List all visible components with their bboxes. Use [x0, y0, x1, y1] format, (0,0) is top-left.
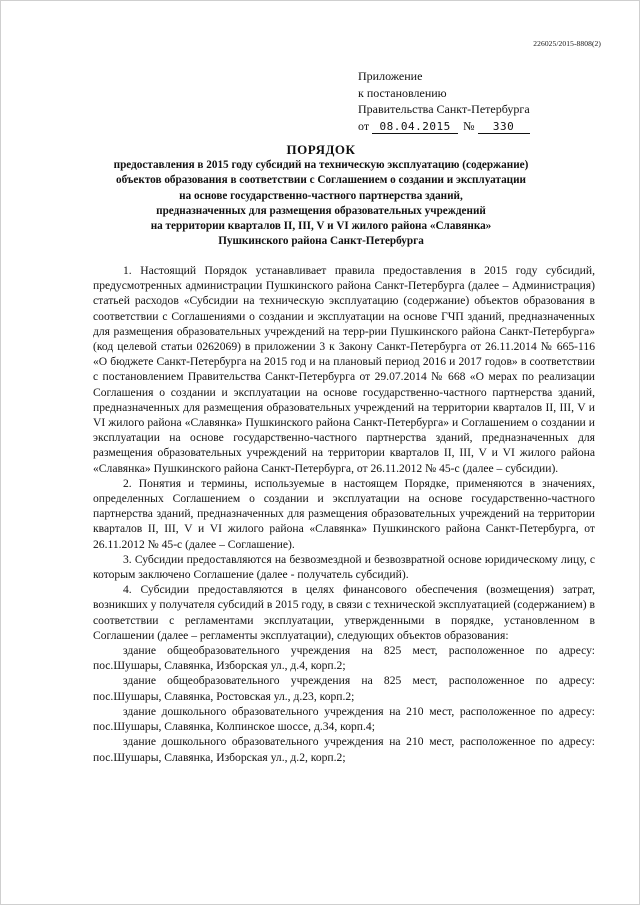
object-item-4: здание дошкольного образовательного учреждения на 210 мест, расположенное по адресу: пос.Шушары, Славянка, Изборская ул., д.2, корп.2; — [93, 735, 595, 764]
annex-block — [358, 68, 530, 134]
paragraph-2: 2. Понятия и термины, используемые в настоящем Порядке, применяются в значениях, определенных Соглашением о создании и эксплуатации на основе государственно-частного партнерства зданий, предназначенных для размещения образовательных учреждений на территории кварталов II, III, V и VI жилого района «Славянка» Пушкинского района Санкт-Петербурга, от 26.11.2012 № 45-с (далее – Соглашение). — [93, 476, 595, 551]
document-body — [93, 263, 595, 765]
document-subtitle — [81, 158, 561, 250]
object-item-3: здание дошкольного образовательного учреждения на 210 мест, расположенное по адресу: пос.Шушары, Славянка, Колпинское шоссе, д.34, корп.4; — [93, 704, 595, 734]
annex-line-3: Правительства Санкт-Петербурга — [358, 102, 530, 116]
document-number: 226025/2015-8808(2) — [533, 39, 601, 48]
page-title: ПОРЯДОК — [286, 142, 356, 157]
paragraph-3: 3. Субсидии предоставляются на безвозмездной и безвозвратной основе юридическому лицу, с которым заключено Соглашение (далее - получатель субсидий). — [93, 552, 595, 582]
resolution-date: 08.04.2015 — [372, 121, 458, 134]
annex-line-1: Приложение — [358, 69, 423, 83]
object-item-2: здание общеобразовательного учреждения на 825 мест, расположенное по адресу: пос.Шушары, Славянка, Ростовская ул., д.23, корп.2; — [93, 674, 595, 703]
resolution-number: 330 — [478, 121, 530, 134]
annex-date-line — [358, 118, 530, 135]
number-prefix: № — [463, 118, 475, 133]
paragraph-1: 1. Настоящий Порядок устанавливает правила предоставления в 2015 году субсидий, предусмотренных администрации Пушкинского района Санкт-Петербурга (далее – Администрация) статьей расходов «Субсидии на техническую эксплуатацию (содержание) объектов образования в соответствии с Соглашениями о создании и эксплуатации на основе ГЧП зданий, предназначенных для размещения образовательных учреждений на терр-рии Пушкинского района Санкт-Петербурга» (код целевой статьи 0262069) в приложении 3 к Закону Санкт-Петербурга от 26.11.2014 № 665-116 «О бюджете Санкт-Петербурга на 2015 год и на плановый период 2016 и 2017 годов» в соответствии с постановлением Правительства Санкт-Петербурга от 29.07.2014 № 668 «О мерах по реализации Соглашения о создании и эксплуатации на основе государственно-частного партнерства зданий, предназначенных для размещения образовательных учреждений на территории кварталов II, III, V и VI жилого района «Славянка» Пушкинского района Санкт-Петербурга» и Соглашением о создании и эксплуатации на основе государственно-частного партнерства зданий, предназначенных для размещения образовательных учреждений на территории кварталов II, III, V и VI жилого района «Славянка» Пушкинского района Санкт-Петербурга, от 26.11.2012 № 45-с (далее – субсидии). — [93, 264, 595, 475]
subtitle-line: на территории кварталов II, III, V и VI жилого района «Славянка» — [150, 220, 492, 233]
subtitle-line: Пушкинского района Санкт-Петербурга — [218, 235, 424, 248]
subtitle-line: предназначенных для размещения образовательных учреждений — [156, 204, 486, 217]
subtitle-line: предоставления в 2015 году субсидий на техническую эксплуатацию (содержание) — [113, 159, 529, 171]
subtitle-line: на основе государственно-частного партнерства зданий, — [179, 189, 463, 202]
annex-line-2: к постановлению — [358, 85, 447, 100]
object-item-1: здание общеобразовательного учреждения на 825 мест, расположенное по адресу: пос.Шушары, Славянка, Изборская ул., д.4, корп.2; — [93, 644, 595, 673]
date-prefix: от — [358, 118, 370, 133]
subtitle-line: объектов образования в соответствии с Соглашением о создании и эксплуатации — [115, 174, 527, 187]
paragraph-4: 4. Субсидии предоставляются в целях финансового обеспечения (возмещения) затрат, возникших у получателя субсидий в 2015 году, в связи с технической эксплуатацией (содержанием) в соответствии с регламентами эксплуатации, утвержденными в порядке, установленном в Соглашении (далее – регламенты эксплуатации), следующих объектов образования: — [93, 583, 595, 642]
